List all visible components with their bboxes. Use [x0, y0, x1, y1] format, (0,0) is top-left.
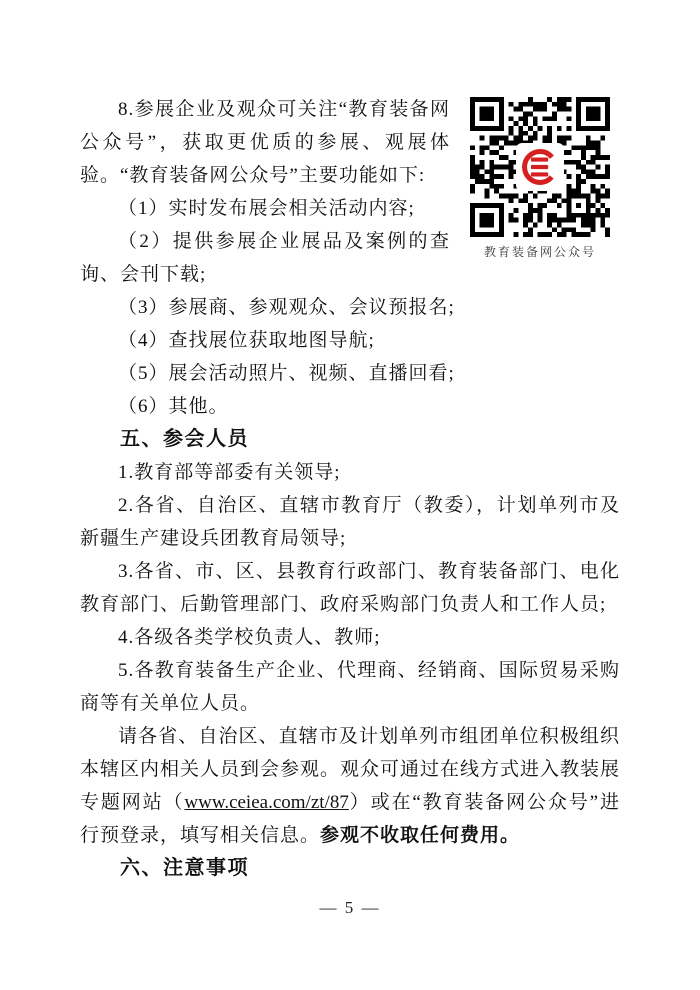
text-run: （5）展会活动照片、视频、直播回看; [118, 363, 455, 384]
paragraph [80, 291, 620, 324]
paragraph [80, 390, 620, 423]
text-run: 请各省、自治区、直辖市及计划单列市组团单位积极组织本辖区内相关人员到会参观。观众可通过在线方式进入教装展专题网站（ [80, 726, 621, 813]
paragraph [80, 324, 620, 357]
text-run: （1）实时发布展会相关活动内容; [118, 198, 415, 219]
qr-code [470, 97, 610, 237]
paragraph [80, 555, 620, 621]
text-run: （4）查找展位获取地图导航; [118, 330, 375, 351]
bold-text-run: 参观不收取任何费用。 [320, 825, 521, 846]
text-run: （6）其他。 [118, 396, 229, 417]
document-body [80, 93, 620, 885]
paragraph [80, 456, 620, 489]
section-heading [80, 852, 620, 885]
paragraph [80, 489, 620, 555]
qr-block [460, 97, 620, 260]
paragraph [80, 720, 620, 852]
ceiea-logo-icon [520, 147, 560, 187]
page-number: — 5 — [319, 898, 381, 917]
text-run: 5.各教育装备生产企业、代理商、经销商、国际贸易采购商等有关单位人员。 [80, 660, 620, 714]
text-run: 1.教育部等部委有关领导; [118, 462, 341, 483]
text-run: 3.各省、市、区、县教育行政部门、教育装备部门、电化教育部门、后勤管理部门、政府采购部门负责人和工作人员; [80, 561, 620, 615]
text-run: （3）参展商、参观观众、会议预报名; [118, 297, 455, 318]
text-run: （2）提供参展企业展品及案例的查询、会刊下载; [80, 231, 450, 285]
text-run: ）或在“教育装备网公众号”进行预登录，填写相关信息。 [80, 792, 620, 846]
url-link[interactable]: www.ceiea.com/zt/87 [184, 792, 349, 813]
text-run: 五、参会人员 [120, 428, 249, 450]
qr-center-logo [516, 143, 564, 191]
text-run: 8.参展企业及观众可关注“教育装备网公众号”，获取更优质的参展、观展体验。“教育装备网公众号”主要功能如下: [80, 99, 450, 186]
text-run: 4.各级各类学校负责人、教师; [118, 627, 381, 648]
text-run: 2.各省、自治区、直辖市教育厅（教委），计划单列市及新疆生产建设兵团教育局领导; [80, 495, 620, 549]
section-heading [80, 423, 620, 456]
paragraph [80, 357, 620, 390]
text-run: 六、注意事项 [120, 857, 249, 879]
paragraph [80, 621, 620, 654]
qr-caption: 教育装备网公众号 [483, 245, 596, 259]
paragraph [80, 654, 620, 720]
